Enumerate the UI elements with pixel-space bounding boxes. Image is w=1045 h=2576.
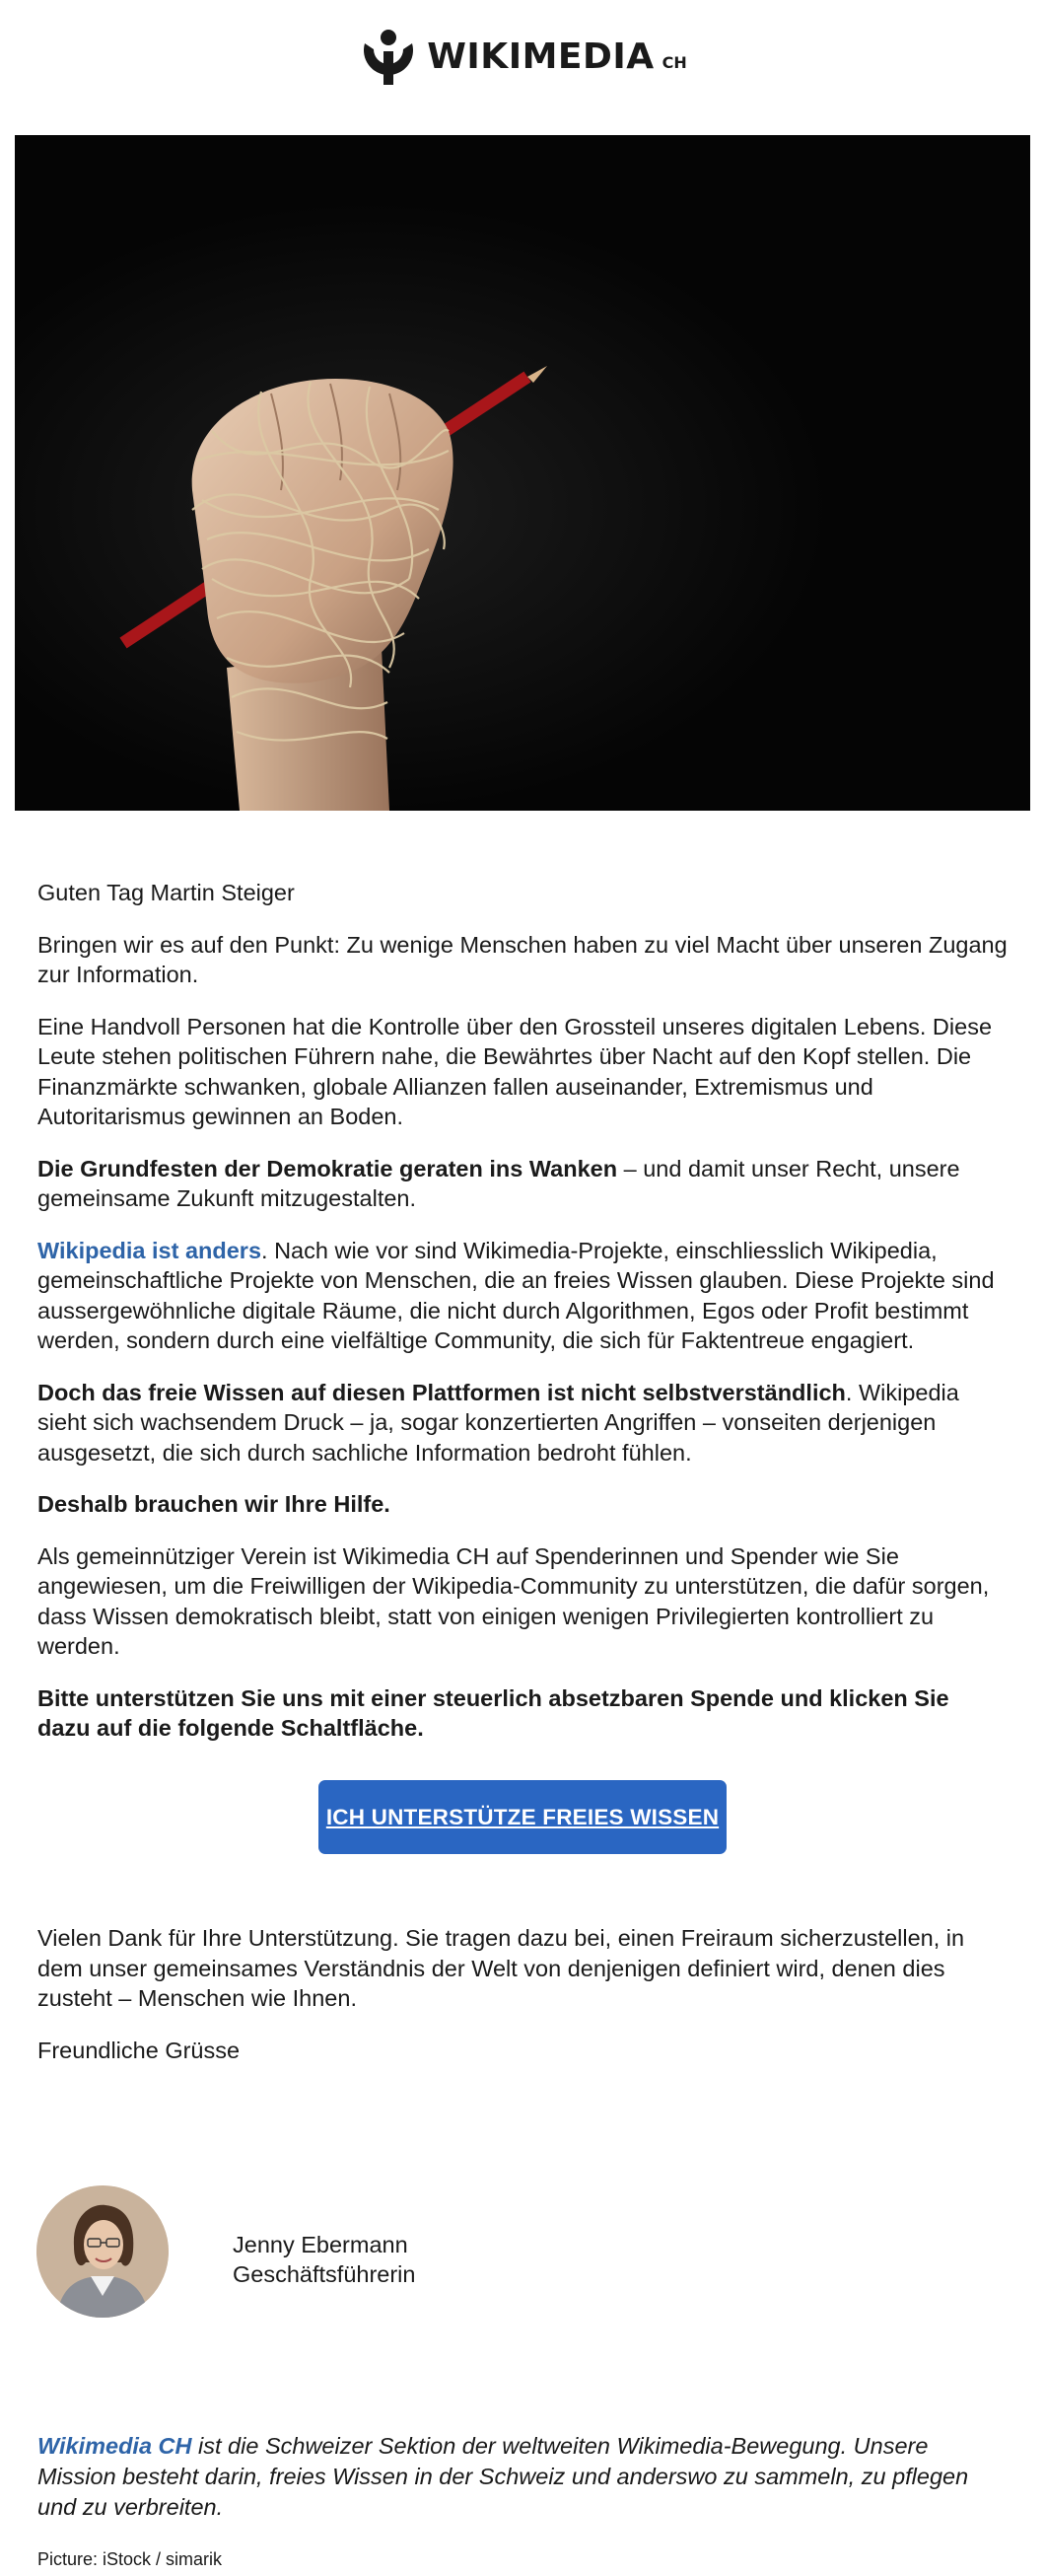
wikimedia-ch-link[interactable]: Wikimedia CH (37, 2433, 192, 2459)
footer (37, 2431, 1008, 2569)
fist-pencil-image-icon (15, 135, 1030, 811)
letter-body (37, 878, 1008, 1765)
closing-section (37, 1923, 1008, 2087)
donate-button[interactable]: ICH UNTERSTÜTZE FREIES WISSEN (318, 1780, 727, 1854)
paragraph-democracy-bold: Die Grundfesten der Demokratie geraten ins Wanken (37, 1155, 618, 1181)
greeting: Guten Tag Martin Steiger (37, 880, 295, 905)
paragraph-pressure-bold: Doch das freie Wissen auf diesen Plattformen ist nicht selbstverständlich (37, 1379, 846, 1405)
signer-name: Jenny Ebermann (233, 2231, 408, 2257)
signature-text (233, 2230, 415, 2289)
logo-wordmark: WIKIMEDIA (427, 36, 655, 77)
paragraph-donate-request-bold: Bitte unterstützen Sie uns mit einer steuerlich absetzbaren Spende und klicken Sie dazu auf die folgende Schaltfläche. (37, 1684, 949, 1741)
hero-image (15, 135, 1030, 811)
paragraph-democracy-rest: – und damit unser Recht, unsere gemeinsame Zukunft mitzugestalten. (37, 1155, 960, 1211)
wikimedia-logo-icon (358, 26, 419, 87)
paragraph-pressure (37, 1378, 1008, 1468)
paragraph-democracy (37, 1154, 1008, 1214)
logo-suffix: CH (662, 52, 687, 72)
mission-statement-rest: ist die Schweizer Sektion der weltweiten Wikimedia-Bewegung. Unsere Mission besteht darin, freies Wissen in der Schweiz und anderswo zu sammeln, zu pflegen und zu verbreiten. (37, 2433, 969, 2520)
wikipedia-ist-anders-link[interactable]: Wikipedia ist anders (37, 1237, 262, 1263)
signature-block (36, 2184, 1007, 2318)
paragraph-intro: Bringen wir es auf den Punkt: Zu wenige Menschen haben zu viel Macht über unseren Zugang zur Information. (37, 931, 1008, 987)
paragraph-pressure-rest: . Wikipedia sieht sich wachsendem Druck – ja, sogar konzertierten Angriffen – vonseiten derjenigen ausgesetzt, die sich durch sachliche Information bedroht fühlen. (37, 1379, 959, 1466)
photo-credit: Picture: iStock / simarik (37, 2549, 223, 2569)
cta-container (0, 1780, 1045, 1854)
paragraph-help-bold: Deshalb brauchen wir Ihre Hilfe. (37, 1491, 390, 1517)
thanks-paragraph: Vielen Dank für Ihre Unterstützung. Sie tragen dazu bei, einen Freiraum sicherzustellen, in dem unser gemeinsames Verständnis der Welt von denjenigen definiert wird, denen dies zusteht – Menschen wie Ihnen. (37, 1925, 965, 2011)
paragraph-association: Als gemeinnütziger Verein ist Wikimedia CH auf Spenderinnen und Spender wie Sie angewiesen, um die Freiwilligen der Wikipedia-Community zu unterstützen, die dafür sorgen, dass Wissen demokratisch bleibt, statt von einigen wenigen Privilegierten kontrolliert zu werden. (37, 1542, 990, 1659)
signer-title: Geschäftsführerin (233, 2260, 416, 2287)
paragraph-help (37, 1489, 1008, 1520)
paragraph-wikipedia (37, 1236, 1008, 1356)
header-logo[interactable] (0, 22, 1045, 91)
logo-lockup (358, 26, 687, 87)
regards: Freundliche Grüsse (37, 2037, 241, 2063)
paragraph-wikipedia-rest: . Nach wie vor sind Wikimedia-Projekte, einschliesslich Wikipedia, gemeinschaftliche Projekte von Menschen, die an freies Wissen glauben. Diese Projekte sind aussergewöhnliche digitale Räume, die nicht durch Algorithmen, Egos oder Profit bestimmt werden, sondern durch eine vielfältige Community, die sich für Faktentreue engagiert. (37, 1237, 995, 1353)
paragraph-context: Eine Handvoll Personen hat die Kontrolle über den Grossteil unseres digitalen Lebens. Diese Leute stehen politischen Führern nahe, die Bewährtes über Nacht auf den Kopf stellen. Die Finanzmärkte schwanken, globale Allianzen fallen auseinander, Extremismus und Autoritarismus gewinnen an Boden. (37, 1013, 993, 1129)
avatar (36, 2185, 169, 2318)
portrait-avatar-icon (36, 2185, 169, 2318)
paragraph-donate-request (37, 1683, 1008, 1744)
mission-statement (37, 2431, 1008, 2523)
